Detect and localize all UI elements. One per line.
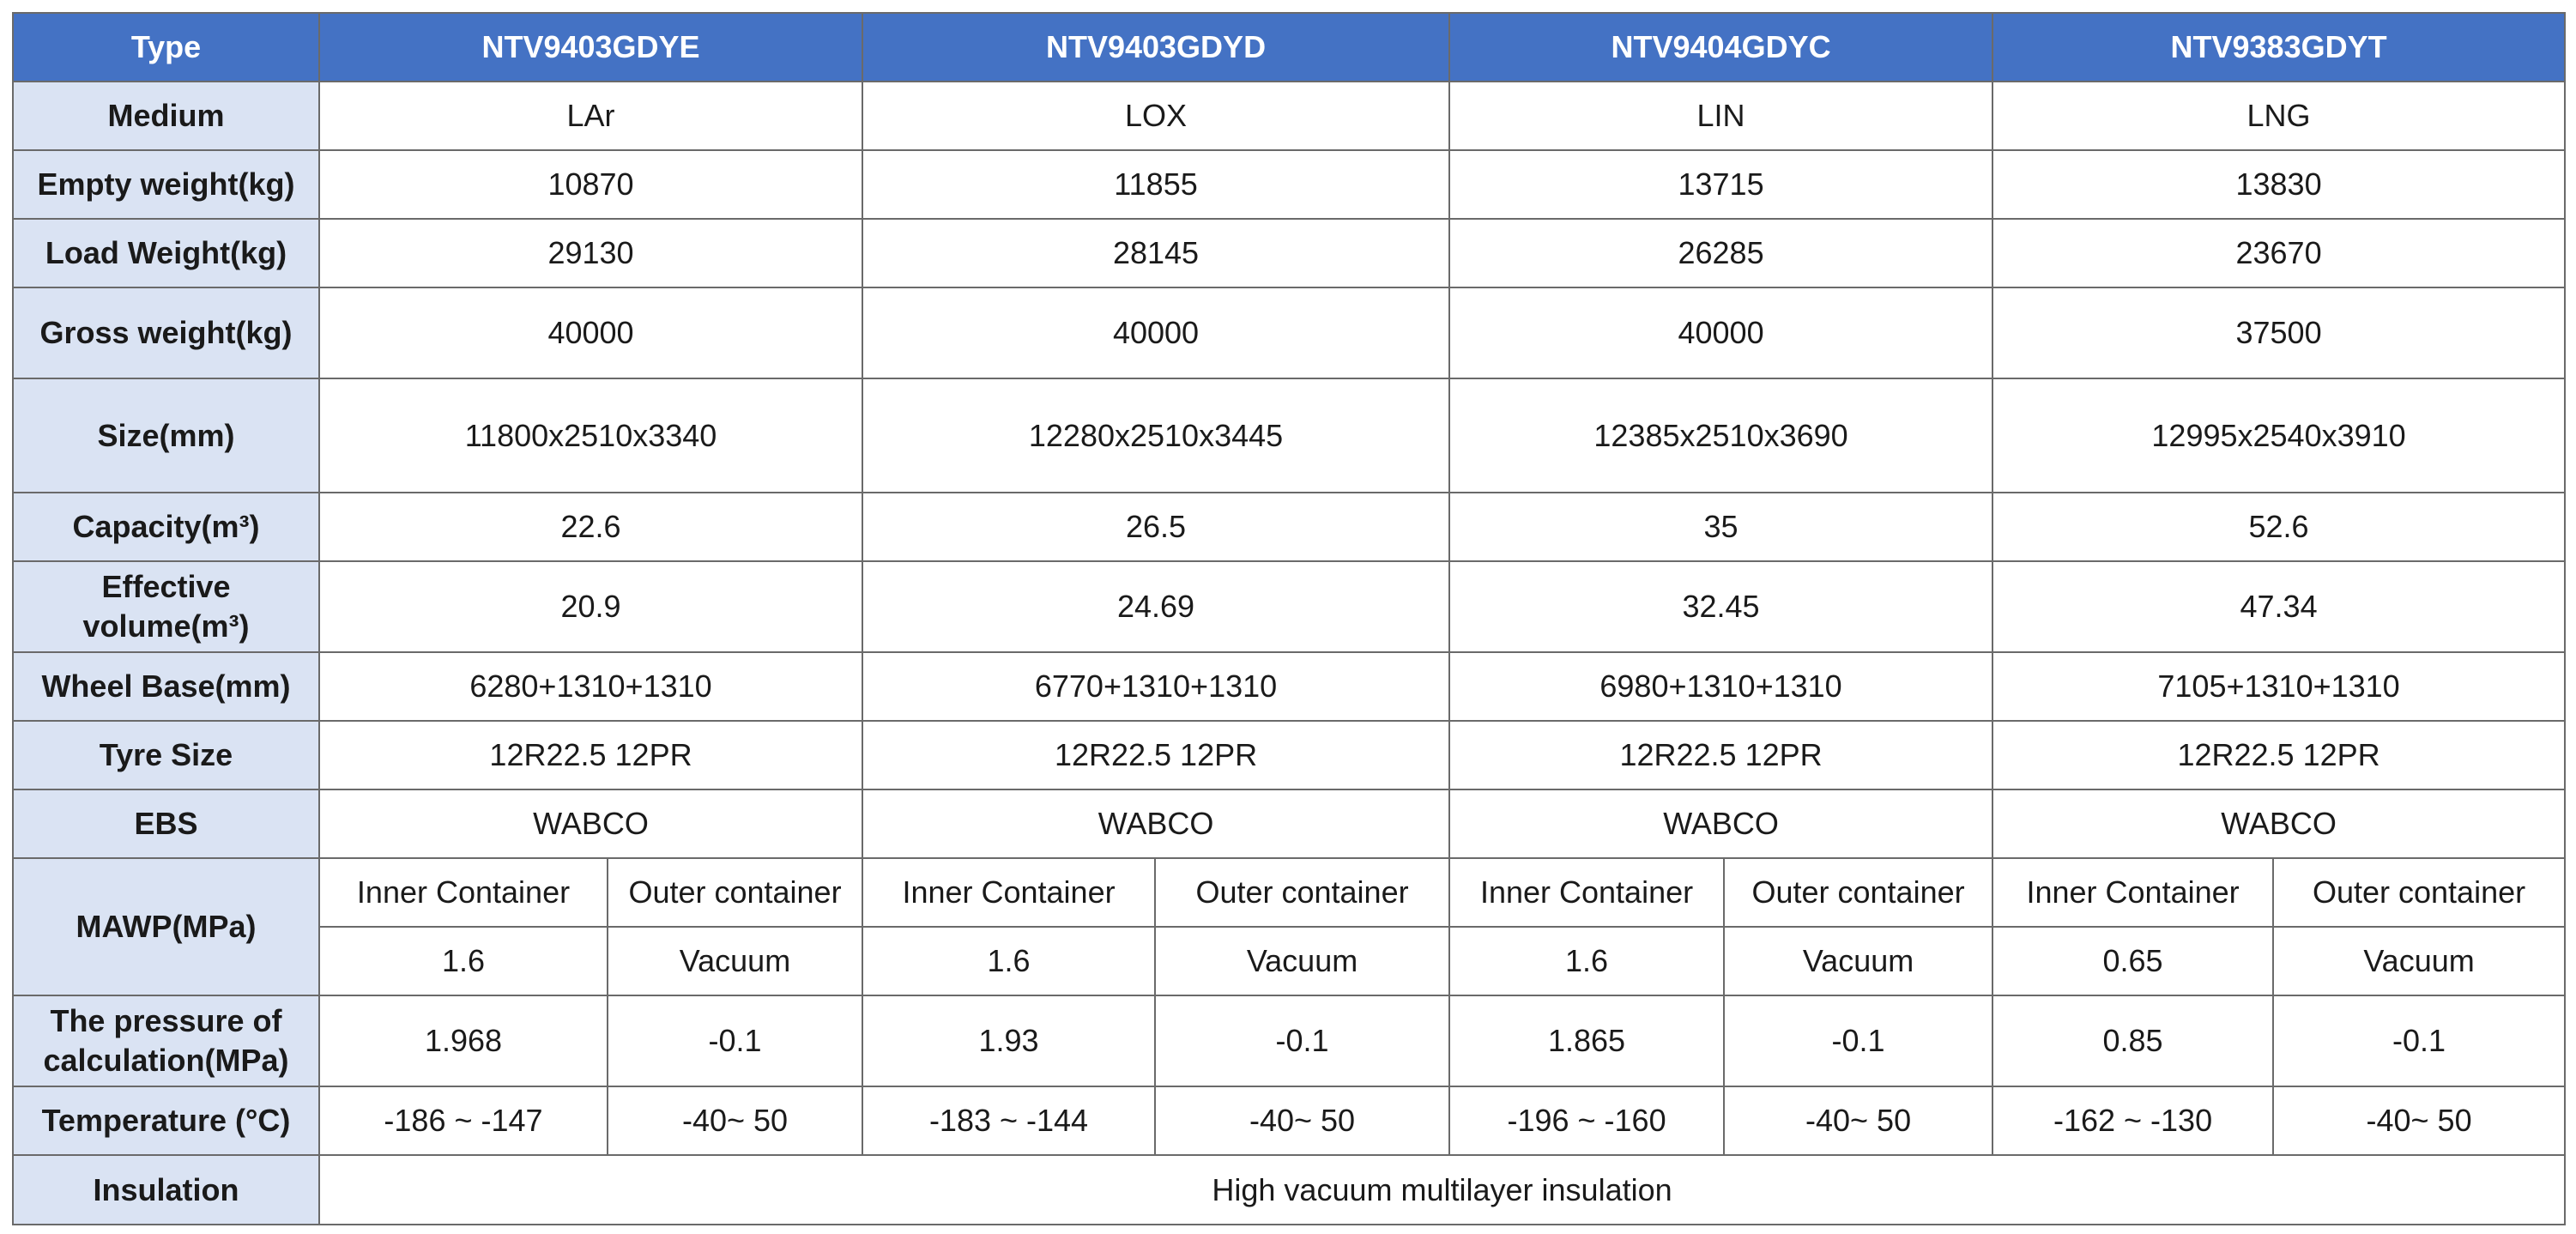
row-label: EBS: [13, 789, 319, 858]
cell: 1.968: [319, 995, 608, 1086]
cell: 52.6: [1992, 493, 2565, 561]
cell: 40000: [862, 287, 1449, 378]
model-header: NTV9403GDYD: [862, 13, 1449, 82]
cell: -0.1: [1724, 995, 1992, 1086]
cell: 11800x2510x3340: [319, 378, 862, 493]
cell: 35: [1449, 493, 1992, 561]
cell: WABCO: [319, 789, 862, 858]
row-load-weight: [13, 219, 2565, 287]
sub-label: Outer container: [1724, 858, 1992, 927]
type-header: Type: [13, 13, 319, 82]
cell: 37500: [1992, 287, 2565, 378]
sub-label: Outer container: [608, 858, 862, 927]
cell: -0.1: [608, 995, 862, 1086]
row-label: Size(mm): [13, 378, 319, 493]
cell: 26.5: [862, 493, 1449, 561]
cell: 28145: [862, 219, 1449, 287]
row-label: Insulation: [13, 1155, 319, 1225]
cell: 10870: [319, 150, 862, 219]
cell: 13715: [1449, 150, 1992, 219]
row-label: Effective volume(m³): [13, 561, 319, 652]
row-label: Temperature (°C): [13, 1086, 319, 1155]
sub-label: Outer container: [2273, 858, 2565, 927]
cell: 12R22.5 12PR: [862, 721, 1449, 789]
cell: -162 ~ -130: [1992, 1086, 2273, 1155]
sub-label: Outer container: [1155, 858, 1449, 927]
cell: 12280x2510x3445: [862, 378, 1449, 493]
row-label: Tyre Size: [13, 721, 319, 789]
sub-label: Inner Container: [1449, 858, 1724, 927]
cell: LNG: [1992, 82, 2565, 150]
cell: LIN: [1449, 82, 1992, 150]
cell: 7105+1310+1310: [1992, 652, 2565, 721]
cell: 0.85: [1992, 995, 2273, 1086]
row-mawp-values: [13, 927, 2565, 995]
cell: 40000: [319, 287, 862, 378]
cell: -0.1: [1155, 995, 1449, 1086]
model-header: NTV9404GDYC: [1449, 13, 1992, 82]
cell: 6980+1310+1310: [1449, 652, 1992, 721]
cell: 1.93: [862, 995, 1155, 1086]
cell: 1.6: [1449, 927, 1724, 995]
row-ebs: [13, 789, 2565, 858]
cell: 24.69: [862, 561, 1449, 652]
cell: 6770+1310+1310: [862, 652, 1449, 721]
cell: -183 ~ -144: [862, 1086, 1155, 1155]
row-medium: [13, 82, 2565, 150]
sub-label: Inner Container: [1992, 858, 2273, 927]
cell: 6280+1310+1310: [319, 652, 862, 721]
row-capacity: [13, 493, 2565, 561]
cell: 29130: [319, 219, 862, 287]
cell: 1.865: [1449, 995, 1724, 1086]
model-header: NTV9403GDYE: [319, 13, 862, 82]
cell: 40000: [1449, 287, 1992, 378]
row-label: Load Weight(kg): [13, 219, 319, 287]
cell: WABCO: [1449, 789, 1992, 858]
row-effective-volume: [13, 561, 2565, 652]
cell: -0.1: [2273, 995, 2565, 1086]
row-label: MAWP(MPa): [13, 858, 319, 995]
cell: 20.9: [319, 561, 862, 652]
cell: 1.6: [862, 927, 1155, 995]
cell: -40~ 50: [1724, 1086, 1992, 1155]
cell: -40~ 50: [608, 1086, 862, 1155]
cell: 32.45: [1449, 561, 1992, 652]
row-label: Capacity(m³): [13, 493, 319, 561]
cell: -186 ~ -147: [319, 1086, 608, 1155]
cell: 47.34: [1992, 561, 2565, 652]
row-label: The pressure of calculation(MPa): [13, 995, 319, 1086]
row-label: Medium: [13, 82, 319, 150]
spec-table: [12, 12, 2566, 1225]
row-temperature: [13, 1086, 2565, 1155]
cell: 22.6: [319, 493, 862, 561]
row-label: Gross weight(kg): [13, 287, 319, 378]
row-wheel-base: [13, 652, 2565, 721]
cell: 1.6: [319, 927, 608, 995]
row-label: Wheel Base(mm): [13, 652, 319, 721]
cell: 0.65: [1992, 927, 2273, 995]
cell: 12R22.5 12PR: [1992, 721, 2565, 789]
cell: 11855: [862, 150, 1449, 219]
cell: -40~ 50: [1155, 1086, 1449, 1155]
cell: 12R22.5 12PR: [1449, 721, 1992, 789]
cell: 12995x2540x3910: [1992, 378, 2565, 493]
row-insulation: [13, 1155, 2565, 1225]
model-header: NTV9383GDYT: [1992, 13, 2565, 82]
cell: WABCO: [1992, 789, 2565, 858]
cell: -40~ 50: [2273, 1086, 2565, 1155]
cell: 23670: [1992, 219, 2565, 287]
sub-label: Inner Container: [862, 858, 1155, 927]
row-calc-pressure: [13, 995, 2565, 1086]
cell: 26285: [1449, 219, 1992, 287]
cell: LAr: [319, 82, 862, 150]
cell: Vacuum: [2273, 927, 2565, 995]
cell: -196 ~ -160: [1449, 1086, 1724, 1155]
cell: 13830: [1992, 150, 2565, 219]
sub-label: Inner Container: [319, 858, 608, 927]
row-size: [13, 378, 2565, 493]
row-tyre-size: [13, 721, 2565, 789]
row-label: Empty weight(kg): [13, 150, 319, 219]
row-empty-weight: [13, 150, 2565, 219]
cell: Vacuum: [1724, 927, 1992, 995]
header-row: [13, 13, 2565, 82]
cell: LOX: [862, 82, 1449, 150]
cell: 12R22.5 12PR: [319, 721, 862, 789]
cell: 12385x2510x3690: [1449, 378, 1992, 493]
row-gross-weight: [13, 287, 2565, 378]
cell: High vacuum multilayer insulation: [319, 1155, 2565, 1225]
cell: Vacuum: [608, 927, 862, 995]
row-mawp-sublabels: [13, 858, 2565, 927]
cell: WABCO: [862, 789, 1449, 858]
cell: Vacuum: [1155, 927, 1449, 995]
